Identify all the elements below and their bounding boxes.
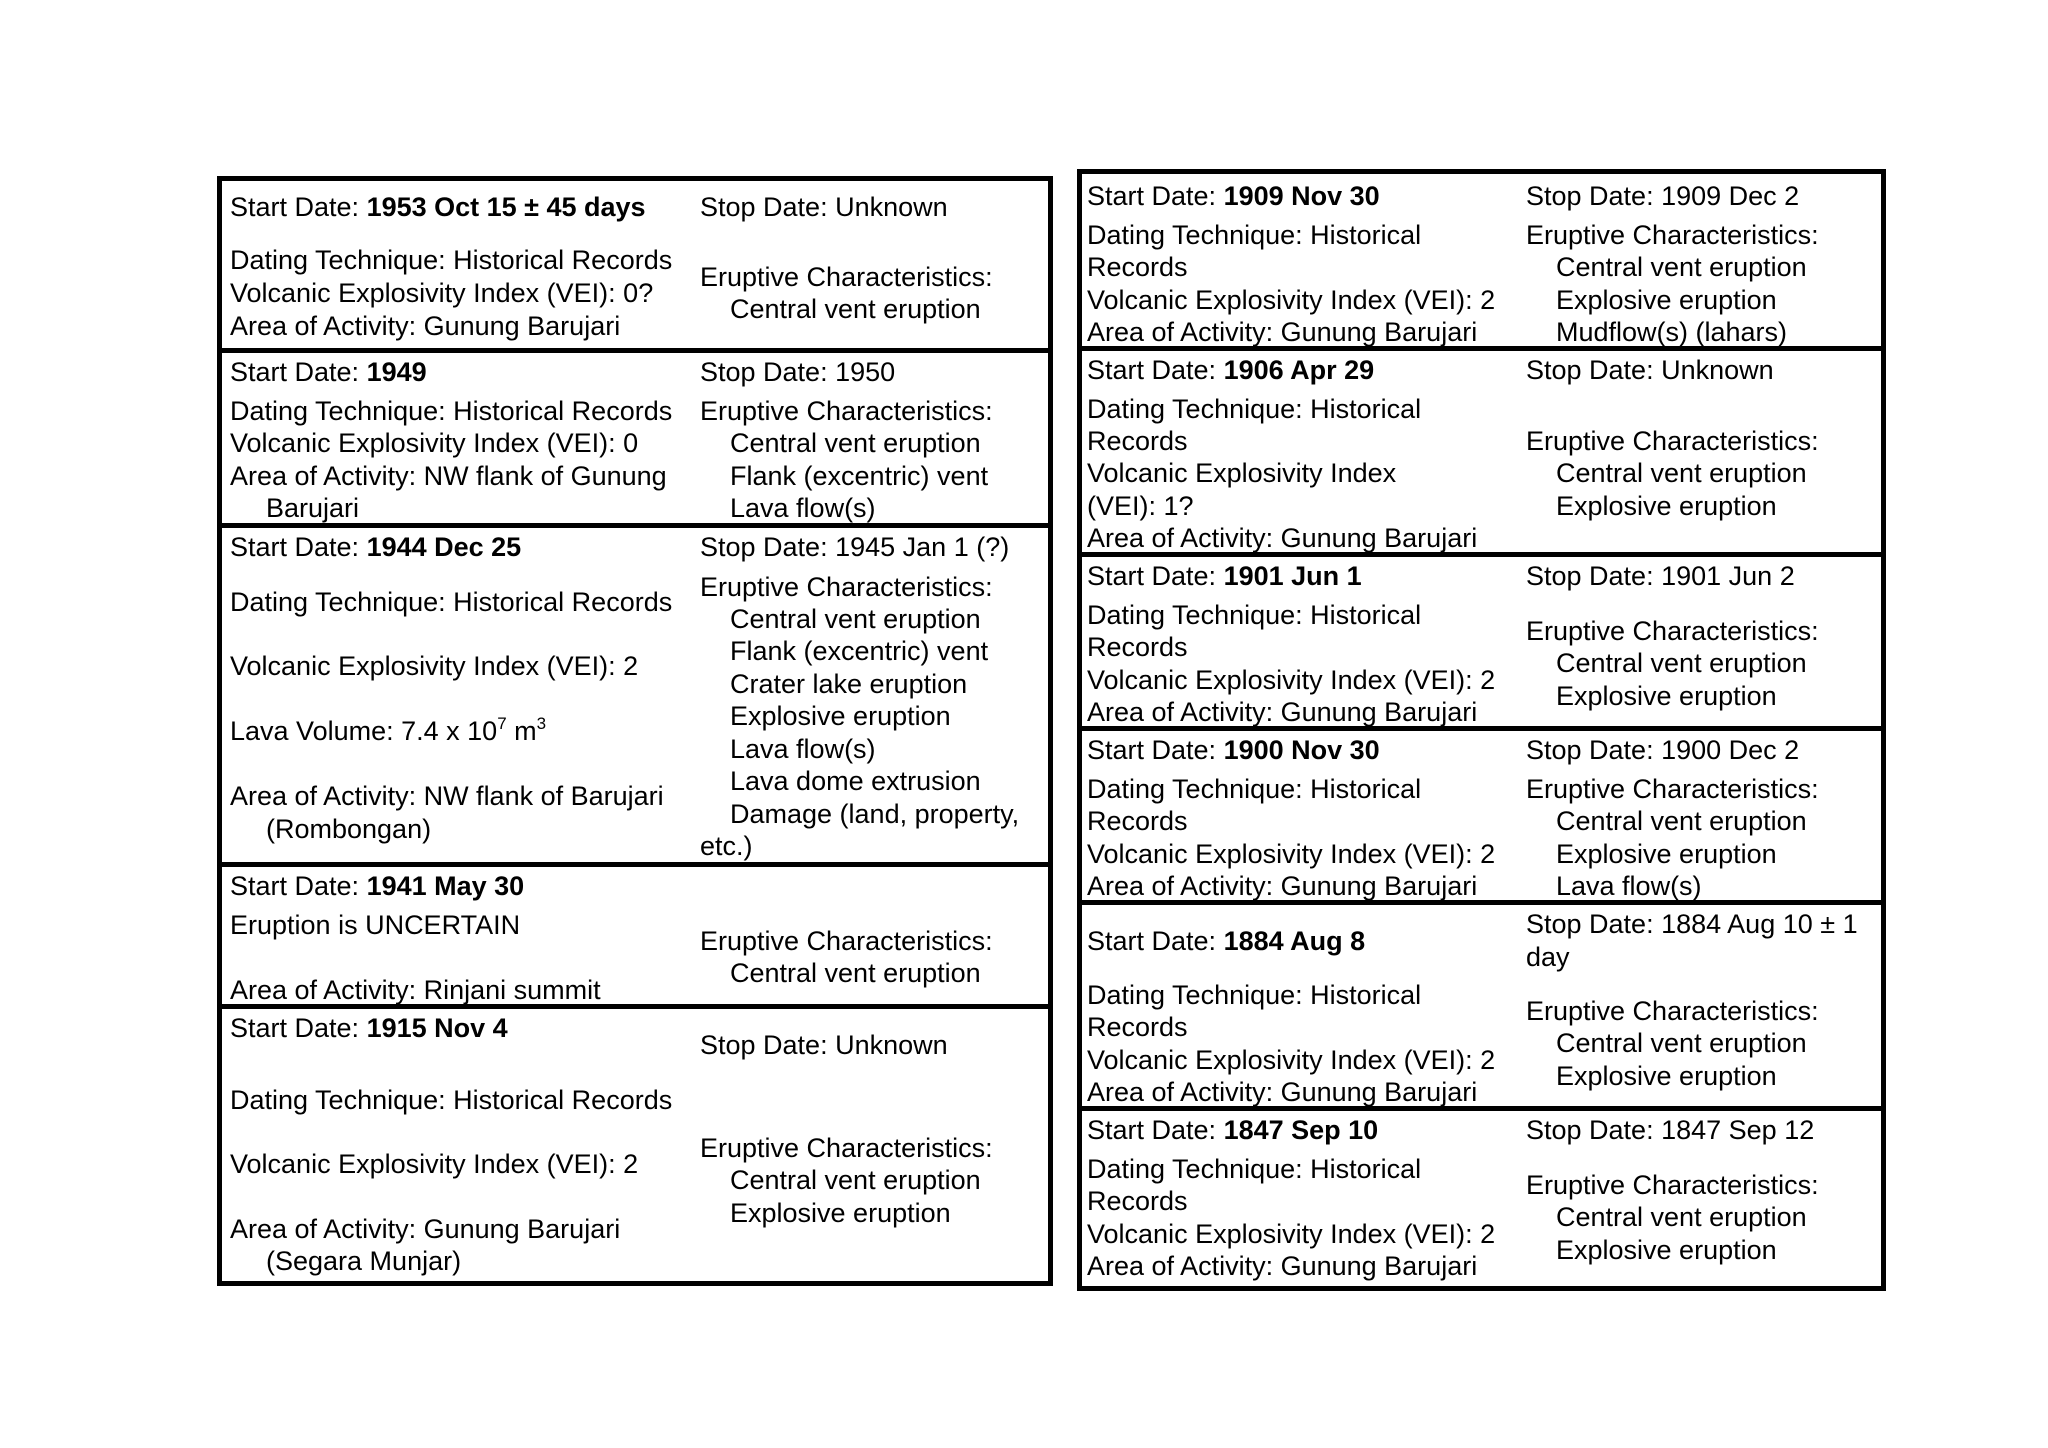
eruptive-characteristics-label: Eruptive Characteristics: xyxy=(1526,996,1819,1026)
record-details xyxy=(230,1009,676,1281)
area-of-activity-cont: Barujari xyxy=(266,493,360,523)
start-date: Start Date: 1847 Sep 10 xyxy=(1087,1115,1379,1145)
dating-technique: Dating Technique: Historical xyxy=(1087,980,1422,1010)
vei: Volcanic Explosivity Index (VEI): 0? xyxy=(230,278,654,308)
characteristic: Explosive eruption xyxy=(1556,681,1777,711)
dating-technique: Dating Technique: Historical xyxy=(1087,600,1422,630)
stop-date-cont: day xyxy=(1526,942,1570,972)
area-of-activity: Area of Activity: Gunung Barujari xyxy=(1087,1077,1478,1107)
stop-date: Stop Date: Unknown xyxy=(1526,355,1774,385)
start-date: Start Date: 1909 Nov 30 xyxy=(1087,181,1380,211)
record-characteristics xyxy=(1526,351,1881,552)
eruptive-characteristics-label: Eruptive Characteristics: xyxy=(1526,774,1819,804)
characteristic: Explosive eruption xyxy=(1556,1235,1777,1265)
eruption-record-1953 xyxy=(222,181,1048,353)
area-of-activity: Area of Activity: Gunung Barujari xyxy=(1087,1251,1478,1281)
eruption-record-1941 xyxy=(222,867,1048,1009)
area-of-activity: Area of Activity: Gunung Barujari xyxy=(230,1214,621,1244)
dating-technique-cont: Records xyxy=(1087,252,1188,282)
start-date: Start Date: 1944 Dec 25 xyxy=(230,532,522,562)
stop-date: Stop Date: 1884 Aug 10 ± 1 xyxy=(1526,909,1858,939)
characteristic: Lava flow(s) xyxy=(730,493,876,523)
eruption-record-1915 xyxy=(222,1009,1048,1281)
stop-date: Stop Date: 1945 Jan 1 (?) xyxy=(700,532,1010,562)
characteristic: Flank (excentric) vent xyxy=(730,636,989,666)
vei: Volcanic Explosivity Index (VEI): 2 xyxy=(1087,665,1496,695)
vei: Volcanic Explosivity Index (VEI): 0 xyxy=(230,428,639,458)
vei-cont: (VEI): 1? xyxy=(1087,491,1194,521)
stop-date: Stop Date: 1847 Sep 12 xyxy=(1526,1115,1815,1145)
record-details xyxy=(1087,557,1509,726)
characteristic: Crater lake eruption xyxy=(730,669,968,699)
characteristic-cont: etc.) xyxy=(700,831,753,861)
stop-date: Stop Date: 1909 Dec 2 xyxy=(1526,181,1800,211)
stop-date: Stop Date: Unknown xyxy=(700,1030,948,1060)
characteristic: Explosive eruption xyxy=(1556,1061,1777,1091)
eruptive-characteristics-label: Eruptive Characteristics: xyxy=(1526,616,1819,646)
eruption-record-1906 xyxy=(1082,351,1881,557)
characteristic: Central vent eruption xyxy=(730,604,981,634)
dating-technique: Dating Technique: Historical Records xyxy=(230,396,673,426)
record-details xyxy=(230,353,676,523)
dating-technique: Dating Technique: Historical xyxy=(1087,774,1422,804)
eruption-record-1884 xyxy=(1082,905,1881,1111)
characteristic: Lava flow(s) xyxy=(730,734,876,764)
vei: Volcanic Explosivity Index (VEI): 2 xyxy=(1087,839,1496,869)
characteristic: Central vent eruption xyxy=(1556,1028,1807,1058)
vei: Volcanic Explosivity Index (VEI): 2 xyxy=(1087,1219,1496,1249)
record-characteristics xyxy=(700,353,1048,523)
start-date: Start Date: 1949 xyxy=(230,357,427,387)
record-characteristics xyxy=(700,528,1048,862)
stop-date: Stop Date: 1950 xyxy=(700,357,896,387)
characteristic: Central vent eruption xyxy=(1556,252,1807,282)
record-details xyxy=(230,867,676,1004)
dating-technique: Dating Technique: Historical xyxy=(1087,1154,1422,1184)
eruption-record-1909 xyxy=(1082,174,1881,351)
dating-technique: Dating Technique: Historical Records xyxy=(230,587,673,617)
area-of-activity: Area of Activity: Gunung Barujari xyxy=(1087,317,1478,347)
characteristic: Lava dome extrusion xyxy=(730,766,981,796)
dating-technique-cont: Records xyxy=(1087,632,1188,662)
characteristic: Explosive eruption xyxy=(730,701,951,731)
characteristic: Central vent eruption xyxy=(730,1165,981,1195)
characteristic: Central vent eruption xyxy=(1556,1202,1807,1232)
vei: Volcanic Explosivity Index xyxy=(1087,458,1397,488)
dating-technique-cont: Records xyxy=(1087,426,1188,456)
start-date: Start Date: 1941 May 30 xyxy=(230,871,525,901)
eruptive-characteristics-label: Eruptive Characteristics: xyxy=(1526,220,1819,250)
vei: Volcanic Explosivity Index (VEI): 2 xyxy=(230,1149,639,1179)
eruption-record-1949 xyxy=(222,353,1048,528)
characteristic: Central vent eruption xyxy=(730,294,981,324)
area-of-activity: Area of Activity: Gunung Barujari xyxy=(1087,871,1478,901)
eruptive-characteristics-label: Eruptive Characteristics: xyxy=(700,396,993,426)
area-of-activity: Area of Activity: Rinjani summit xyxy=(230,975,601,1005)
record-characteristics xyxy=(700,867,1048,1004)
characteristic: Central vent eruption xyxy=(1556,458,1807,488)
area-of-activity: Area of Activity: NW flank of Gunung xyxy=(230,461,667,491)
characteristic: Explosive eruption xyxy=(1556,491,1777,521)
record-characteristics xyxy=(700,181,1048,348)
eruption-record-1847 xyxy=(1082,1111,1881,1286)
eruption-record-1901 xyxy=(1082,557,1881,731)
characteristic: Central vent eruption xyxy=(730,428,981,458)
dating-technique-cont: Records xyxy=(1087,1012,1188,1042)
record-details xyxy=(1087,731,1509,900)
stop-date: Stop Date: 1901 Jun 2 xyxy=(1526,561,1795,591)
record-details xyxy=(1087,1111,1509,1286)
eruption-record-1900 xyxy=(1082,731,1881,905)
area-of-activity-cont: (Rombongan) xyxy=(266,814,432,844)
start-date: Start Date: 1900 Nov 30 xyxy=(1087,735,1380,765)
left-eruption-table xyxy=(217,176,1053,1286)
area-of-activity-cont: (Segara Munjar) xyxy=(266,1246,462,1276)
characteristic: Explosive eruption xyxy=(1556,839,1777,869)
dating-technique: Dating Technique: Historical xyxy=(1087,394,1422,424)
eruptive-characteristics-label: Eruptive Characteristics: xyxy=(700,1133,993,1163)
vei: Volcanic Explosivity Index (VEI): 2 xyxy=(230,651,639,681)
start-date: Start Date: 1901 Jun 1 xyxy=(1087,561,1362,591)
eruption-record-1944 xyxy=(222,528,1048,867)
record-details xyxy=(230,528,676,862)
record-characteristics xyxy=(1526,905,1881,1106)
area-of-activity: Area of Activity: NW flank of Barujari xyxy=(230,781,664,811)
start-date: Start Date: 1915 Nov 4 xyxy=(230,1013,508,1043)
record-details xyxy=(1087,351,1509,552)
eruptive-characteristics-label: Eruptive Characteristics: xyxy=(700,926,993,956)
start-date: Start Date: 1884 Aug 8 xyxy=(1087,926,1366,956)
dating-technique: Dating Technique: Historical xyxy=(1087,220,1422,250)
characteristic: Central vent eruption xyxy=(1556,648,1807,678)
stop-date: Stop Date: Unknown xyxy=(700,192,948,222)
eruptive-characteristics-label: Eruptive Characteristics: xyxy=(700,572,993,602)
dating-technique: Dating Technique: Historical Records xyxy=(230,1085,673,1115)
start-date: Start Date: 1906 Apr 29 xyxy=(1087,355,1375,385)
dating-technique-cont: Records xyxy=(1087,806,1188,836)
area-of-activity: Area of Activity: Gunung Barujari xyxy=(1087,523,1478,553)
uncertain-note: Eruption is UNCERTAIN xyxy=(230,910,521,940)
stop-date: Stop Date: 1900 Dec 2 xyxy=(1526,735,1800,765)
eruptive-characteristics-label: Eruptive Characteristics: xyxy=(700,262,993,292)
characteristic: Mudflow(s) (lahars) xyxy=(1556,317,1788,347)
right-eruption-table xyxy=(1077,169,1886,1291)
record-characteristics xyxy=(700,1009,1048,1281)
vei: Volcanic Explosivity Index (VEI): 2 xyxy=(1087,285,1496,315)
record-characteristics xyxy=(1526,731,1881,900)
dating-technique-cont: Records xyxy=(1087,1186,1188,1216)
record-characteristics xyxy=(1526,174,1881,346)
characteristic: Explosive eruption xyxy=(1556,285,1777,315)
record-details xyxy=(1087,905,1509,1106)
vei: Volcanic Explosivity Index (VEI): 2 xyxy=(1087,1045,1496,1075)
area-of-activity: Area of Activity: Gunung Barujari xyxy=(230,311,621,341)
record-characteristics xyxy=(1526,1111,1881,1286)
area-of-activity: Area of Activity: Gunung Barujari xyxy=(1087,697,1478,727)
characteristic: Lava flow(s) xyxy=(1556,871,1702,901)
record-characteristics xyxy=(1526,557,1881,726)
characteristic: Central vent eruption xyxy=(730,958,981,988)
characteristic: Central vent eruption xyxy=(1556,806,1807,836)
characteristic: Flank (excentric) vent xyxy=(730,461,989,491)
eruptive-characteristics-label: Eruptive Characteristics: xyxy=(1526,1170,1819,1200)
eruptive-characteristics-label: Eruptive Characteristics: xyxy=(1526,426,1819,456)
lava-volume: Lava Volume: 7.4 x $10^7$ $m^3$ xyxy=(230,714,547,746)
start-date: Start Date: 1953 Oct 15 ± 45 days xyxy=(230,192,646,222)
record-details xyxy=(1087,174,1509,346)
record-details xyxy=(230,181,676,348)
characteristic: Explosive eruption xyxy=(730,1198,951,1228)
dating-technique: Dating Technique: Historical Records xyxy=(230,245,673,275)
characteristic: Damage (land, property, xyxy=(730,799,1020,829)
